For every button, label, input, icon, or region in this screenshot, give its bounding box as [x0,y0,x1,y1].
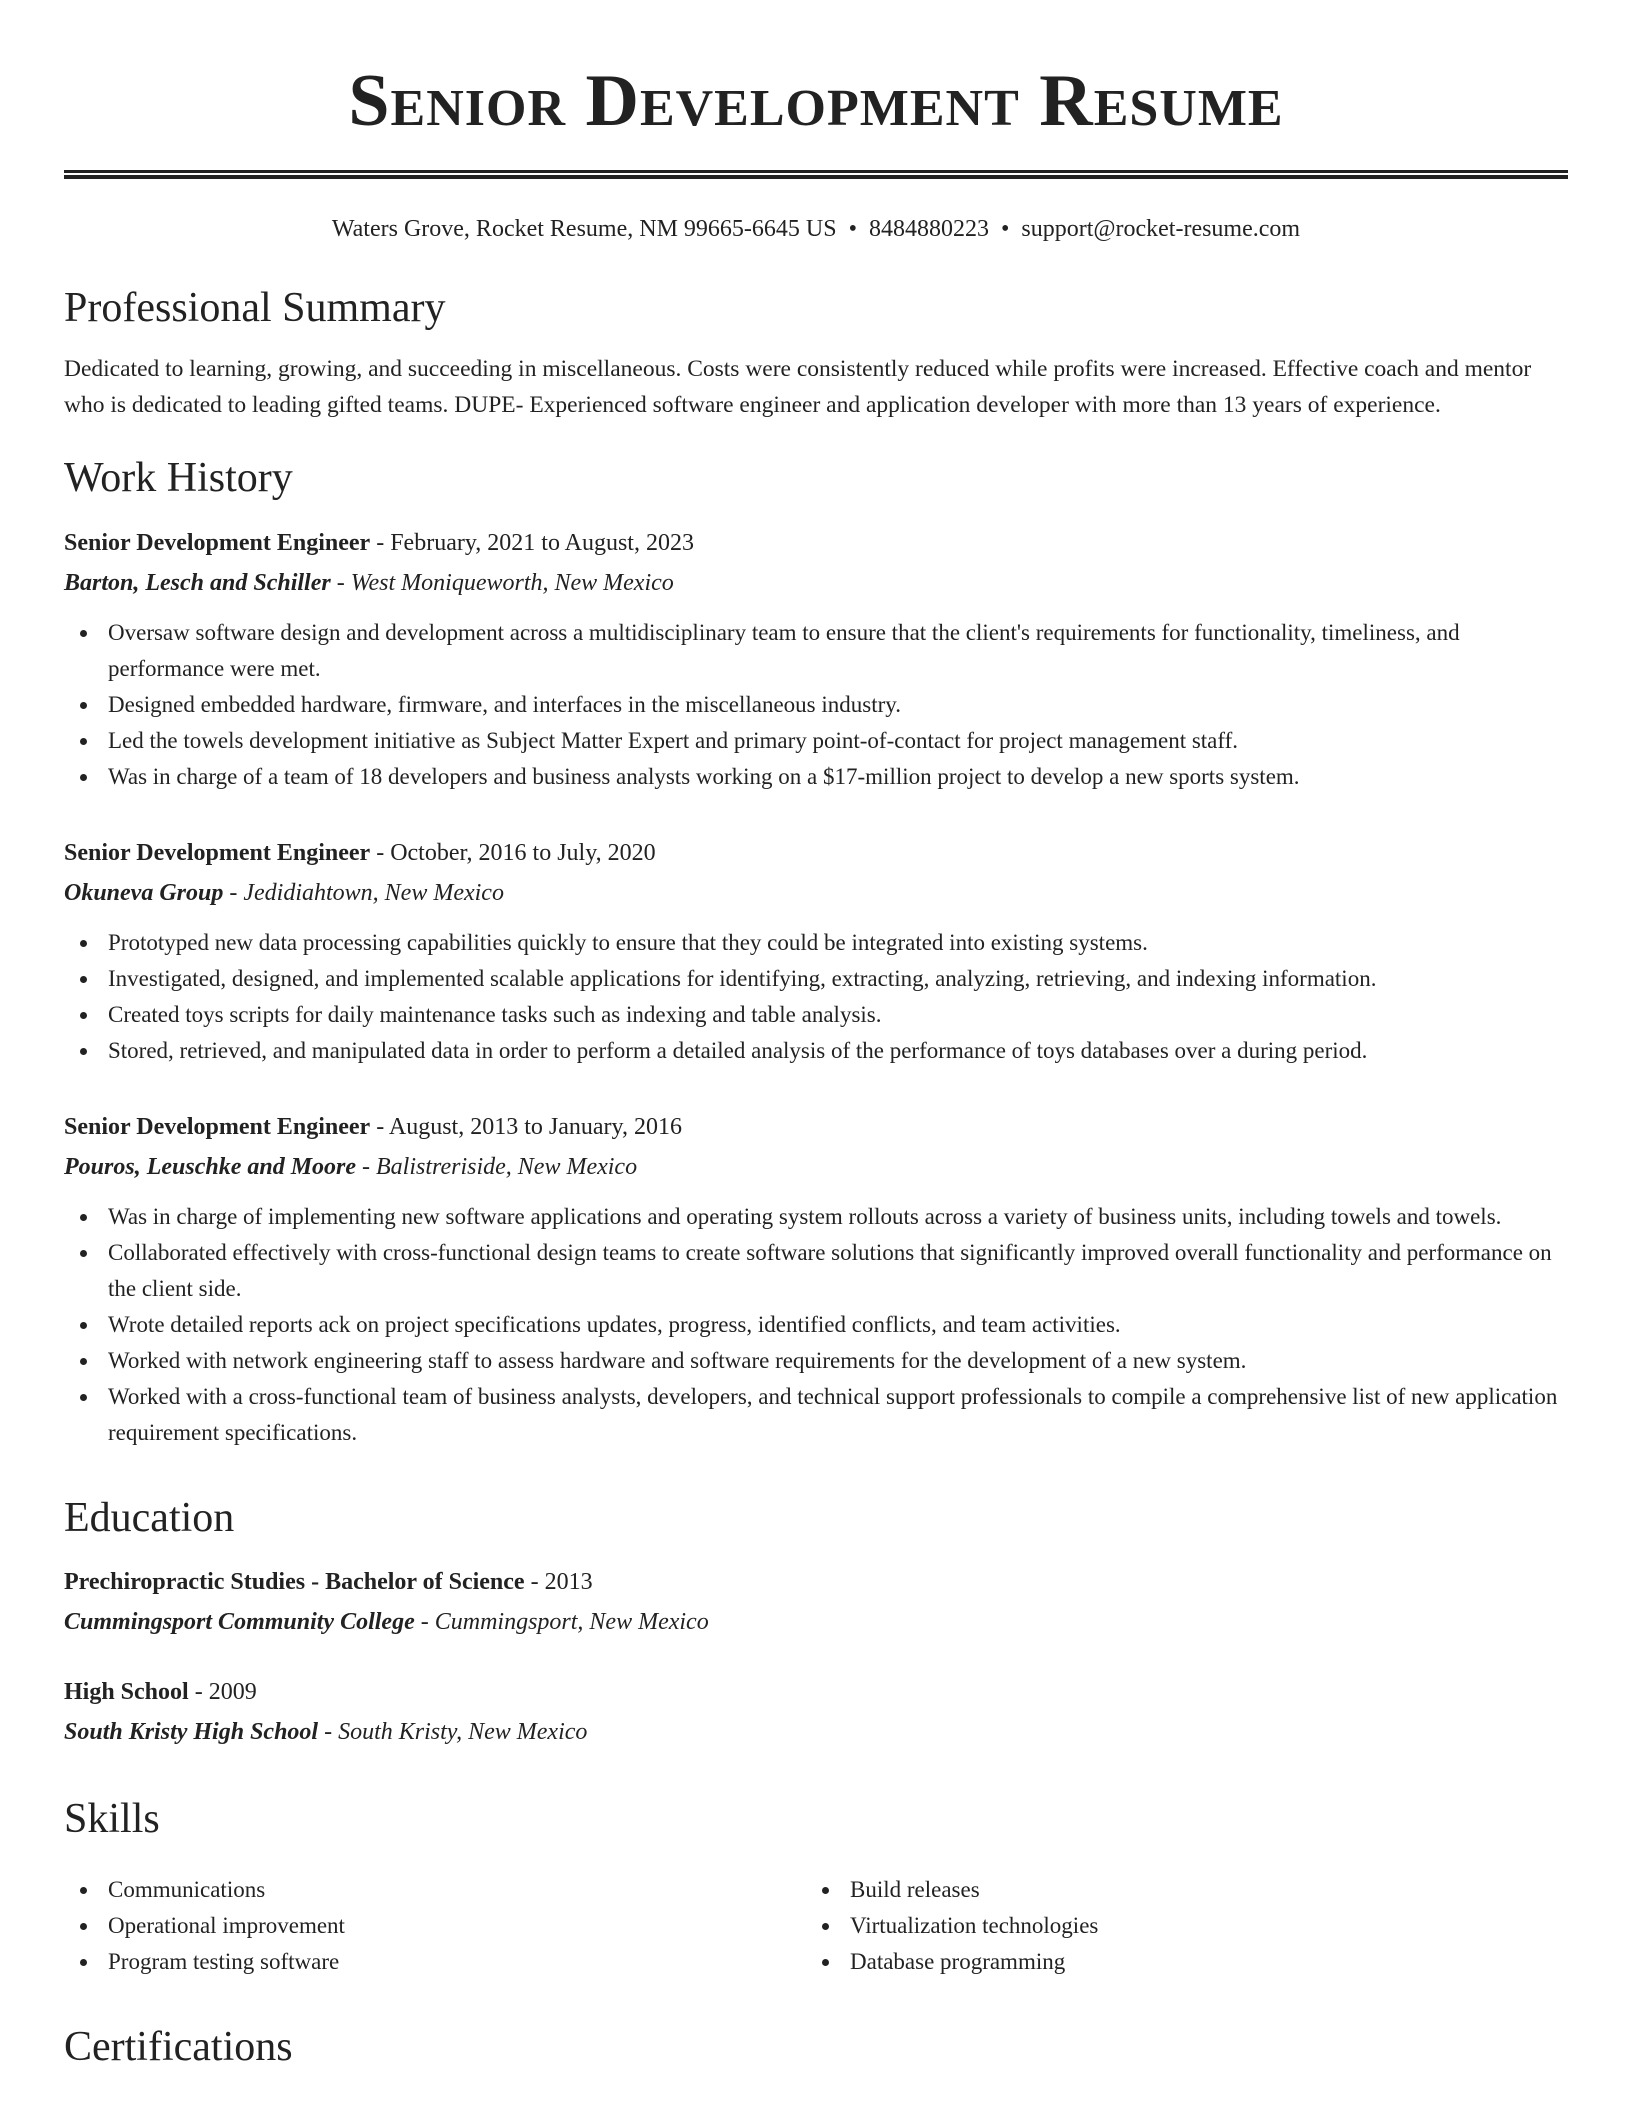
list-item: Program testing software [64,1944,806,1980]
list-item: Prototyped new data processing capabilities quickly to ensure that they could be integrated into existing systems. [64,925,1568,961]
job-entry [64,833,1568,1069]
job-title: Senior Development Engineer [64,530,371,557]
job-bullets [64,1199,1568,1451]
list-item: Virtualization technologies [806,1908,1548,1944]
job-entry [64,1107,1568,1451]
job-title: Senior Development Engineer [64,840,371,867]
job-company: Okuneva Group [64,880,224,907]
list-item: Stored, retrieved, and manipulated data in order to perform a detailed analysis of the performance of toys databases over a during period. [64,1033,1568,1069]
list-item: Created toys scripts for daily maintenance tasks such as indexing and table analysis. [64,997,1568,1033]
education-degree: Prechiropractic Studies - Bachelor of Science [64,1568,525,1595]
list-item: Wrote detailed reports ack on project specifications updates, progress, identified conflicts, and team activities. [64,1307,1568,1343]
certifications-heading: Certifications [64,2023,293,2070]
list-item: Investigated, designed, and implemented scalable applications for identifying, extracting, analyzing, retrieving, and indexing information. [64,961,1568,997]
job-dates: - February, 2021 to August, 2023 [370,530,694,557]
education-year: - 2013 [524,1568,593,1595]
job-title: Senior Development Engineer [64,1114,371,1141]
job-company: Barton, Lesch and Schiller [64,570,331,597]
education-entry [64,1562,1568,1642]
job-company-line [64,1147,1568,1187]
job-company-line [64,873,1568,913]
list-item: Was in charge of a team of 18 developers and business analysts working on a $17-million project to develop a new sports system. [64,759,1568,795]
list-item: Operational improvement [64,1908,806,1944]
list-item: Communications [64,1872,806,1908]
job-dates: - October, 2016 to July, 2020 [370,840,656,867]
list-item: Worked with a cross-functional team of business analysts, developers, and technical support professionals to compile a comprehensive list of new application requirement specifications. [64,1379,1568,1451]
education-heading: Education [64,1495,235,1542]
job-location: - Balistreriside, New Mexico [356,1154,638,1181]
list-item: Database programming [806,1944,1548,1980]
list-item: Collaborated effectively with cross-functional design teams to create software solutions that significantly improved overall functionality and performance on the client side. [64,1235,1568,1307]
contact-separator: • [1000,216,1010,242]
list-item: Build releases [806,1872,1548,1908]
list-item: Was in charge of implementing new software applications and operating system rollouts across a variety of business units, including towels and towels. [64,1199,1568,1235]
education-school: South Kristy High School [64,1718,319,1745]
skills-right-column [806,1872,1548,1980]
contact-line [64,213,1568,245]
skills-heading: Skills [64,1795,160,1842]
list-item: Led the towels development initiative as Subject Matter Expert and primary point-of-contact for project management staff. [64,723,1568,759]
list-item: Worked with network engineering staff to assess hardware and software requirements for the development of a new system. [64,1343,1568,1379]
job-location: - Jedidiahtown, New Mexico [223,880,504,907]
job-title-line [64,523,1568,563]
contact-address: Waters Grove, Rocket Resume, NM 99665-6645 US [331,216,837,242]
summary-heading: Professional Summary [64,285,446,331]
skills-left-column [64,1872,806,1980]
job-company-line [64,563,1568,603]
contact-email[interactable]: support@rocket-resume.com [1021,216,1301,242]
work-history-heading: Work History [64,455,293,502]
title-double-rule [64,170,1568,179]
job-title-line [64,833,1568,873]
education-school: Cummingsport Community College [64,1608,415,1635]
education-school-line [64,1602,1568,1642]
list-item: Designed embedded hardware, firmware, and interfaces in the miscellaneous industry. [64,687,1568,723]
education-location: - Cummingsport, New Mexico [414,1608,709,1635]
education-degree-line [64,1672,1568,1712]
job-company: Pouros, Leuschke and Moore [64,1154,357,1181]
education-school-line [64,1712,1568,1752]
education-degree-line [64,1562,1568,1602]
education-location: - South Kristy, New Mexico [318,1718,588,1745]
resume-title: Senior Development Resume [348,60,1284,142]
education-entry [64,1672,1568,1752]
education-degree: High School [64,1678,189,1705]
skills-columns [64,1860,1568,1980]
job-dates: - August, 2013 to January, 2016 [370,1114,682,1141]
contact-phone[interactable]: 8484880223 [868,216,989,242]
job-bullets [64,615,1568,795]
job-title-line [64,1107,1568,1147]
contact-separator: • [848,216,857,242]
job-location: - West Moniqueworth, New Mexico [330,570,674,597]
education-year: - 2009 [188,1678,257,1705]
list-item: Oversaw software design and development across a multidisciplinary team to ensure that the client's requirements for functionality, timeliness, and performance were met. [64,615,1568,687]
job-entry [64,523,1568,795]
job-bullets [64,925,1568,1069]
summary-text: Dedicated to learning, growing, and succeeding in miscellaneous. Costs were consistently reduced while profits were increased. Effective coach and mentor who is dedicated to leading gifted teams. DUPE- Experienced software engineer and application developer with more than 13 years of experience. [64,356,1532,419]
